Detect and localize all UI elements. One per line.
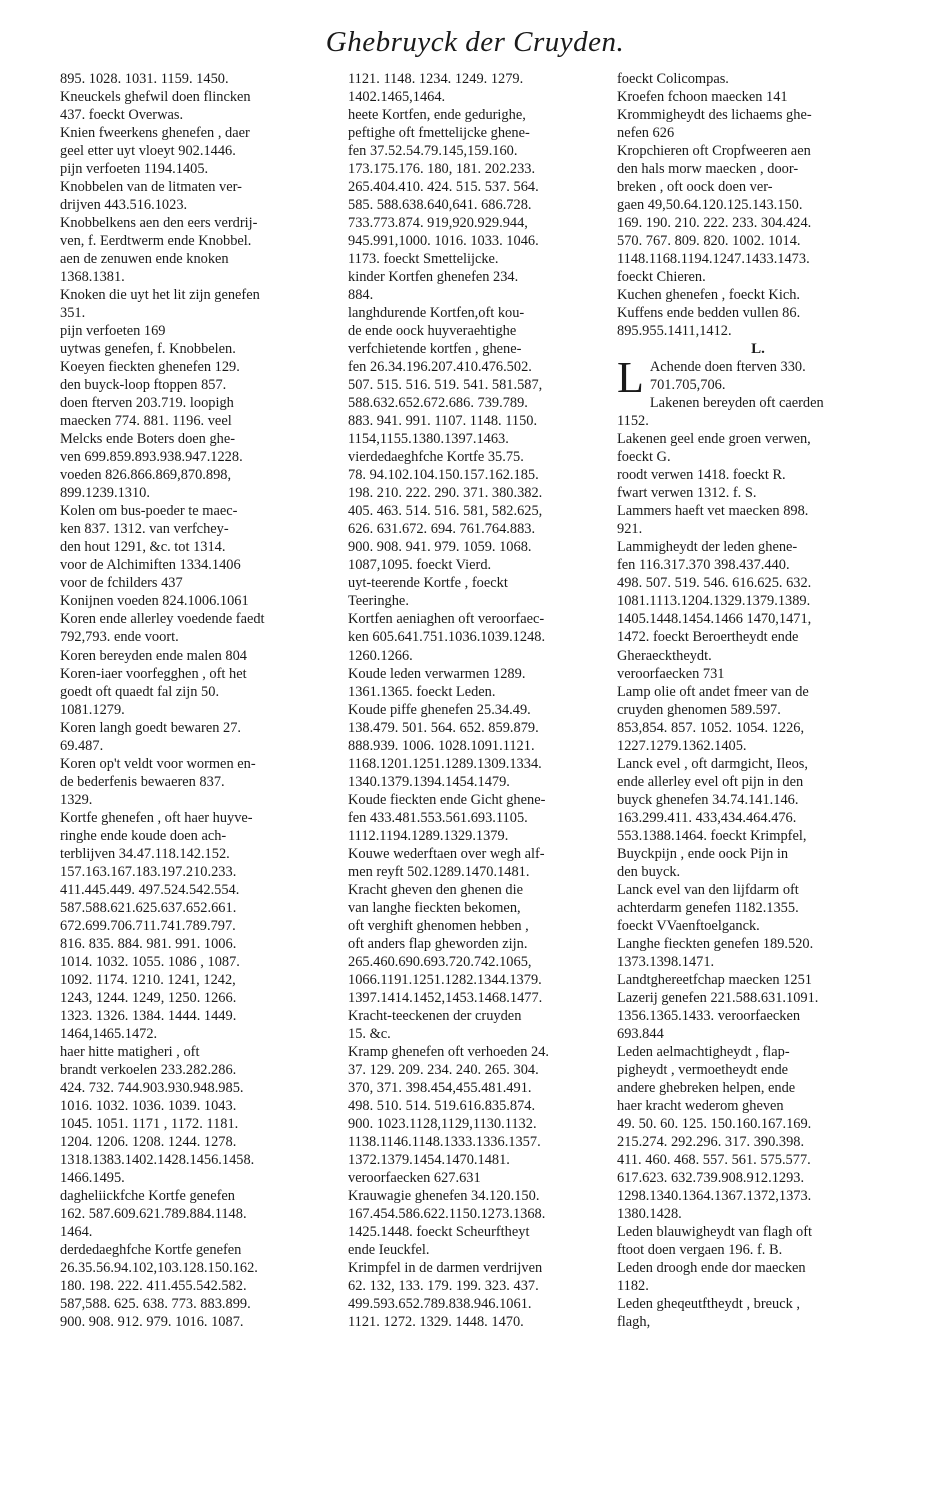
index-line: 69.487. <box>60 737 104 754</box>
index-line: 1405.1448.1454.1466 1470,1471, <box>617 611 812 628</box>
index-line: 701.705,706. <box>649 377 726 394</box>
index-line: 1087,1095. foeckt Vierd. <box>348 557 492 574</box>
index-line: 900. 908. 941. 979. 1059. 1068. <box>348 539 532 556</box>
index-line: doen fterven 203.719. loopigh <box>60 395 234 412</box>
index-line: 1204. 1206. 1208. 1244. 1278. <box>60 1133 237 1150</box>
index-line: 1045. 1051. 1171 , 1172. 1181. <box>60 1115 239 1132</box>
index-line: Kropchieren oft Cropfweeren aen <box>617 143 811 160</box>
index-line: 499.593.652.789.838.946.1061. <box>348 1296 532 1313</box>
index-line: men reyft 502.1289.1470.1481. <box>348 863 530 880</box>
index-line: Koeyen fieckten ghenefen 129. <box>60 359 240 376</box>
index-line: 585. 588.638.640,641. 686.728. <box>348 197 532 214</box>
index-line: uytwas genefen, f. Knobbelen. <box>60 341 236 358</box>
index-line: Lamp olie oft andet fmeer van de <box>617 683 809 700</box>
index-line: 265.460.690.693.720.742.1065, <box>348 953 532 970</box>
index-line: voor de fchilders 437 <box>60 575 183 592</box>
index-line: fen 433.481.553.561.693.1105. <box>348 809 528 826</box>
index-line: 1318.1383.1402.1428.1456.1458. <box>60 1151 255 1168</box>
index-line: Koren-iaer voorfegghen , oft het <box>60 665 247 682</box>
index-line: 1016. 1032. 1036. 1039. 1043. <box>60 1097 237 1114</box>
index-line: 1014. 1032. 1055. 1086 , 1087. <box>60 953 240 970</box>
index-line: langhdurende Kortfen,oft kou- <box>348 305 525 322</box>
index-line: heete Kortfen, ende gedurighe, <box>348 107 526 124</box>
index-line: 198. 210. 222. 290. 371. 380.382. <box>348 485 543 502</box>
index-line: fen 37.52.54.79.145,159.160. <box>348 143 518 160</box>
index-line: 498. 507. 519. 546. 616.625. 632. <box>617 575 812 592</box>
index-line: vierdedaeghfche Kortfe 35.75. <box>348 449 524 466</box>
index-line: kinder Kortfen ghenefen 234. <box>348 269 519 286</box>
index-line: 1340.1379.1394.1454.1479. <box>348 773 510 790</box>
index-line: de bederfenis bewaeren 837. <box>60 773 225 790</box>
index-line: brandt verkoelen 233.282.286. <box>60 1061 237 1078</box>
index-line: 169. 190. 210. 222. 233. 304.424. <box>617 215 812 232</box>
index-line: fen 116.317.370 398.437.440. <box>617 557 790 574</box>
index-line: Koren langh goedt bewaren 27. <box>60 719 242 736</box>
index-line: 733.773.874. 919,920.929.944, <box>348 215 528 232</box>
index-line: 1173. foeckt Smettelijcke. <box>348 251 499 268</box>
index-line: 78. 94.102.104.150.157.162.185. <box>348 467 539 484</box>
index-line: pijn verfoeten 169 <box>60 323 166 340</box>
index-line: Kouwe wederftaen over wegh alf- <box>348 845 545 862</box>
index-line: Kuchen ghenefen , foeckt Kich. <box>617 287 801 304</box>
index-line: 587.588.621.625.637.652.661. <box>60 899 237 916</box>
index-line: 1182. <box>617 1278 649 1295</box>
index-line: 587,588. 625. 638. 773. 883.899. <box>60 1296 251 1313</box>
index-line: 1464. <box>60 1224 93 1240</box>
index-line: 370, 371. 398.454,455.481.491. <box>348 1079 532 1096</box>
index-line: 895. 1028. 1031. 1159. 1450. <box>60 71 229 87</box>
index-line: 1298.1340.1364.1367.1372,1373. <box>617 1187 812 1204</box>
index-line: haer hitte matigheri , oft <box>60 1043 200 1060</box>
index-line: terblijven 34.47.118.142.152. <box>60 845 230 862</box>
index-line: 157.163.167.183.197.210.233. <box>60 863 237 880</box>
index-line: 1081.1113.1204.1329.1379.1389. <box>617 593 811 610</box>
index-line: den buyck. <box>617 863 681 880</box>
index-line: 49. 50. 60. 125. 150.160.167.169. <box>617 1115 812 1132</box>
index-line: 1154,1155.1380.1397.1463. <box>348 431 509 448</box>
index-line: ven 699.859.893.938.947.1228. <box>60 449 243 466</box>
index-line: Kroefen fchoon maecken 141 <box>617 89 788 106</box>
index-line: Koren bereyden ende malen 804 <box>60 647 248 664</box>
index-line: Koude fieckten ende Gicht ghene- <box>348 791 546 808</box>
index-line: Achende doen fterven 330. <box>649 359 806 376</box>
index-line: Koude leden verwarmen 1289. <box>348 665 526 682</box>
index-line: haer kracht wederom gheven <box>617 1097 784 1114</box>
index-line: flagh, <box>617 1314 651 1331</box>
index-line: 1081.1279. <box>60 701 125 718</box>
index-line: Knobbelen van de litmaten ver- <box>60 179 242 196</box>
index-line: 1373.1398.1471. <box>617 953 715 970</box>
index-line: Landtghereetfchap maecken 1251 <box>617 971 812 988</box>
index-column-right <box>617 70 899 1495</box>
index-line: fwart verwen 1312. f. S. <box>617 485 757 502</box>
index-line: Leden blauwigheydt van flagh oft <box>617 1224 813 1240</box>
index-line: 1372.1379.1454.1470.1481. <box>348 1151 510 1168</box>
index-line: 899.1239.1310. <box>60 485 150 502</box>
index-line: 1402.1465,1464. <box>348 89 446 106</box>
drop-initial: L <box>617 353 644 403</box>
index-line: 1397.1414.1452,1453.1468.1477. <box>348 989 543 1006</box>
index-line: 1138.1146.1148.1333.1336.1357. <box>348 1133 541 1150</box>
index-column-left <box>60 70 340 1495</box>
index-line: roodt verwen 1418. foeckt R. <box>617 467 786 484</box>
index-line: 424. 732. 744.903.930.948.985. <box>60 1079 244 1096</box>
index-line: 1121. 1148. 1234. 1249. 1279. <box>348 71 524 87</box>
index-column-middle <box>348 70 620 1495</box>
index-line: 1260.1266. <box>348 647 413 664</box>
index-line: 1092. 1174. 1210. 1241, 1242, <box>60 971 236 988</box>
index-line: maecken 774. 881. 1196. veel <box>60 413 232 430</box>
index-line: breken , oft oock doen ver- <box>617 179 773 196</box>
index-line: 1112.1194.1289.1329.1379. <box>348 827 509 844</box>
index-line: Knien fweerkens ghenefen , daer <box>60 125 250 142</box>
index-line: den hals morw maecken , door- <box>617 161 799 178</box>
index-line: 888.939. 1006. 1028.1091.1121. <box>348 737 535 754</box>
index-line: aen de zenuwen ende knoken <box>60 251 229 268</box>
index-line: 351. <box>60 305 86 322</box>
index-line: 884. <box>348 287 374 304</box>
index-line: ende Ieuckfel. <box>348 1242 430 1259</box>
index-line: ken 605.641.751.1036.1039.1248. <box>348 629 546 646</box>
index-line: geel etter uyt vloeyt 902.1446. <box>60 143 236 160</box>
index-line: 507. 515. 516. 519. 541. 581.587, <box>348 377 543 394</box>
index-line: Kneuckels ghefwil doen flincken <box>60 89 251 106</box>
index-line: dagheliickfche Kortfe genefen <box>60 1187 235 1204</box>
index-line: uyt-teerende Kortfe , foeckt <box>348 575 508 592</box>
index-line: gaen 49,50.64.120.125.143.150. <box>617 197 803 214</box>
index-line: 816. 835. 884. 981. 991. 1006. <box>60 935 237 952</box>
index-line: peftighe oft fmettelijcke ghene- <box>348 125 530 142</box>
index-line: Kolen om bus-poeder te maec- <box>60 503 238 520</box>
index-line: 553.1388.1464. foeckt Krimpfel, <box>617 827 807 844</box>
index-line: pijn verfoeten 1194.1405. <box>60 161 209 178</box>
index-line: 1152. <box>617 413 649 430</box>
index-line: ken 837. 1312. van verfchey- <box>60 521 229 538</box>
index-line: buyck ghenefen 34.74.141.146. <box>617 791 799 808</box>
index-line: Lakenen geel ende groen verwen, <box>617 431 811 448</box>
index-line: 617.623. 632.739.908.912.1293. <box>617 1169 805 1186</box>
section-letter-heading: L. <box>751 341 765 358</box>
index-line: 1148.1168.1194.1247.1433.1473. <box>617 251 810 268</box>
index-line: ven, f. Eerdtwerm ende Knobbel. <box>60 233 252 250</box>
index-line: 895.955.1411,1412. <box>617 323 732 340</box>
index-line: Koren op't veldt voor wormen en- <box>60 755 256 772</box>
index-line: voor de Alchimiften 1334.1406 <box>60 557 241 574</box>
index-line: 1466.1495. <box>60 1169 125 1186</box>
index-line: foeckt Chieren. <box>617 269 706 286</box>
index-line: 437. foeckt Overwas. <box>60 107 184 124</box>
index-line: 921. <box>617 521 643 538</box>
index-line: Lakenen bereyden oft caerden <box>649 395 824 412</box>
index-line: Buyckpijn , ende oock Pijn in <box>617 845 789 862</box>
index-line: pigheydt , vermoetheydt ende <box>617 1061 789 1078</box>
index-line: de ende oock huyveraehtighe <box>348 323 517 340</box>
index-line: Teeringhe. <box>348 593 409 610</box>
index-line: 853,854. 857. 1052. 1054. 1226, <box>617 719 805 736</box>
index-line: 1361.1365. foeckt Leden. <box>348 683 496 700</box>
index-line: 37. 129. 209. 234. 240. 265. 304. <box>348 1061 539 1078</box>
index-line: Kortfen aeniaghen oft veroorfaec- <box>348 611 545 628</box>
index-line: veroorfaecken 731 <box>617 665 725 682</box>
index-line: Melcks ende Boters doen ghe- <box>60 431 236 448</box>
index-line: Krommigheydt des lichaems ghe- <box>617 107 812 124</box>
index-line: Konijnen voeden 824.1006.1061 <box>60 593 249 610</box>
index-line: goedt oft quaedt fal zijn 50. <box>60 683 220 700</box>
index-line: Kramp ghenefen oft verhoeden 24. <box>348 1043 549 1060</box>
index-line: 1121. 1272. 1329. 1448. 1470. <box>348 1314 524 1331</box>
index-line: 1380.1428. <box>617 1205 682 1222</box>
index-line: Lammigheydt der leden ghene- <box>617 539 798 556</box>
index-line: Koren ende allerley voedende faedt <box>60 611 265 628</box>
index-line: 405. 463. 514. 516. 581, 582.625, <box>348 503 543 520</box>
index-line: Lazerij genefen 221.588.631.1091. <box>617 989 819 1006</box>
index-line: Koude piffe ghenefen 25.34.49. <box>348 701 531 718</box>
index-line: 1243, 1244. 1249, 1250. 1266. <box>60 989 237 1006</box>
index-line: ringhe ende koude doen ach- <box>60 827 227 844</box>
index-line: 26.35.56.94.102,103.128.150.162. <box>60 1260 258 1277</box>
index-line: Gheraecktheydt. <box>617 647 712 664</box>
index-line: 15. &c. <box>348 1025 391 1042</box>
index-line: 900. 908. 912. 979. 1016. 1087. <box>60 1314 244 1331</box>
index-line: ende allerley evel oft pijn in den <box>617 773 804 790</box>
index-line: 883. 941. 991. 1107. 1148. 1150. <box>348 413 538 430</box>
index-line: oft verghift ghenomen hebben , <box>348 917 529 934</box>
index-line: oft anders flap gheworden zijn. <box>348 935 528 952</box>
index-line: Lammers haeft vet maecken 898. <box>617 503 809 520</box>
index-line: Leden aelmachtigheydt , flap- <box>617 1043 790 1060</box>
index-line: van langhe fieckten bekomen, <box>348 899 521 916</box>
index-line: 411.445.449. 497.524.542.554. <box>60 881 240 898</box>
index-line: 626. 631.672. 694. 761.764.883. <box>348 521 536 538</box>
index-line: 945.991,1000. 1016. 1033. 1046. <box>348 233 539 250</box>
index-line: foeckt G. <box>617 449 671 466</box>
index-line: Leden gheqeutftheydt , breuck , <box>617 1296 801 1313</box>
index-line: 180. 198. 222. 411.455.542.582. <box>60 1278 247 1295</box>
index-line: voeden 826.866.869,870.898, <box>60 467 232 484</box>
index-line: Langhe fieckten genefen 189.520. <box>617 935 814 952</box>
index-line: fen 26.34.196.207.410.476.502. <box>348 359 532 376</box>
index-line: 215.274. 292.296. 317. 390.398. <box>617 1133 805 1150</box>
index-line: Kortfe ghenefen , oft haer huyve- <box>60 809 253 826</box>
index-line: 570. 767. 809. 820. 1002. 1014. <box>617 233 801 250</box>
index-line: drijven 443.516.1023. <box>60 197 188 214</box>
index-line: 265.404.410. 424. 515. 537. 564. <box>348 179 539 196</box>
index-line: den buyck-loop ftoppen 857. <box>60 377 227 394</box>
index-line: Knobbelkens aen den eers verdrij- <box>60 215 258 232</box>
index-line: 693.844 <box>617 1025 664 1042</box>
index-line: 1323. 1326. 1384. 1444. 1449. <box>60 1007 237 1024</box>
index-line: verfchietende kortfen , ghene- <box>348 341 522 358</box>
index-line: Kuffens ende bedden vullen 86. <box>617 305 801 322</box>
index-line: 498. 510. 514. 519.616.835.874. <box>348 1097 536 1114</box>
page-title: Ghebruyck der Cruyden. <box>325 26 625 58</box>
index-line: nefen 626 <box>617 125 675 142</box>
index-line: veroorfaecken 627.631 <box>348 1169 481 1186</box>
index-line: derdedaeghfche Kortfe genefen <box>60 1242 242 1259</box>
index-line: 1425.1448. foeckt Scheurftheyt <box>348 1224 530 1240</box>
index-line: den hout 1291, &c. tot 1314. <box>60 539 226 556</box>
index-line: 138.479. 501. 564. 652. 859.879. <box>348 719 539 736</box>
index-line: cruyden ghenomen 589.597. <box>617 701 781 718</box>
index-line: 163.299.411. 433,434.464.476. <box>617 809 797 826</box>
index-line: Kracht gheven den ghenen die <box>348 881 524 898</box>
index-line: Knoken die uyt het lit zijn genefen <box>60 287 260 304</box>
index-line: 173.175.176. 180, 181. 202.233. <box>348 161 536 178</box>
index-line: achterdarm genefen 1182.1355. <box>617 899 799 916</box>
index-line: Lanck evel van den lijfdarm oft <box>617 881 799 898</box>
index-line: Kracht-teeckenen der cruyden <box>348 1007 522 1024</box>
index-line: Lanck evel , oft darmgicht, Ileos, <box>617 755 809 772</box>
index-line: Krauwagie ghenefen 34.120.150. <box>348 1187 540 1204</box>
index-line: 1227.1279.1362.1405. <box>617 737 747 754</box>
index-line: 162. 587.609.621.789.884.1148. <box>60 1205 247 1222</box>
index-line: 1464,1465.1472. <box>60 1025 158 1042</box>
index-line: 588.632.652.672.686. 739.789. <box>348 395 528 412</box>
index-line: 792,793. ende voort. <box>60 629 179 646</box>
index-line: 1168.1201.1251.1289.1309.1334. <box>348 755 542 772</box>
index-line: 167.454.586.622.1150.1273.1368. <box>348 1205 546 1222</box>
index-line: foeckt VVaenftoelganck. <box>617 917 760 934</box>
index-line: 1066.1191.1251.1282.1344.1379. <box>348 971 542 988</box>
index-line: 1472. foeckt Beroertheydt ende <box>617 629 799 646</box>
index-line: ftoot doen vergaen 196. f. B. <box>617 1242 783 1259</box>
index-line: 672.699.706.711.741.789.797. <box>60 917 236 934</box>
index-line: foeckt Colicompas. <box>617 71 729 87</box>
index-line: 411. 460. 468. 557. 561. 575.577. <box>617 1151 811 1168</box>
index-line: 1356.1365.1433. veroorfaecken <box>617 1007 801 1024</box>
index-line: andere ghebreken helpen, ende <box>617 1079 796 1096</box>
index-line: 900. 1023.1128,1129,1130.1132. <box>348 1115 537 1132</box>
index-line: Leden droogh ende dor maecken <box>617 1260 806 1277</box>
index-line: 1329. <box>60 791 93 808</box>
index-line: Krimpfel in de darmen verdrijven <box>348 1260 543 1277</box>
index-line: 62. 132, 133. 179. 199. 323. 437. <box>348 1278 539 1295</box>
index-line: 1368.1381. <box>60 269 125 286</box>
